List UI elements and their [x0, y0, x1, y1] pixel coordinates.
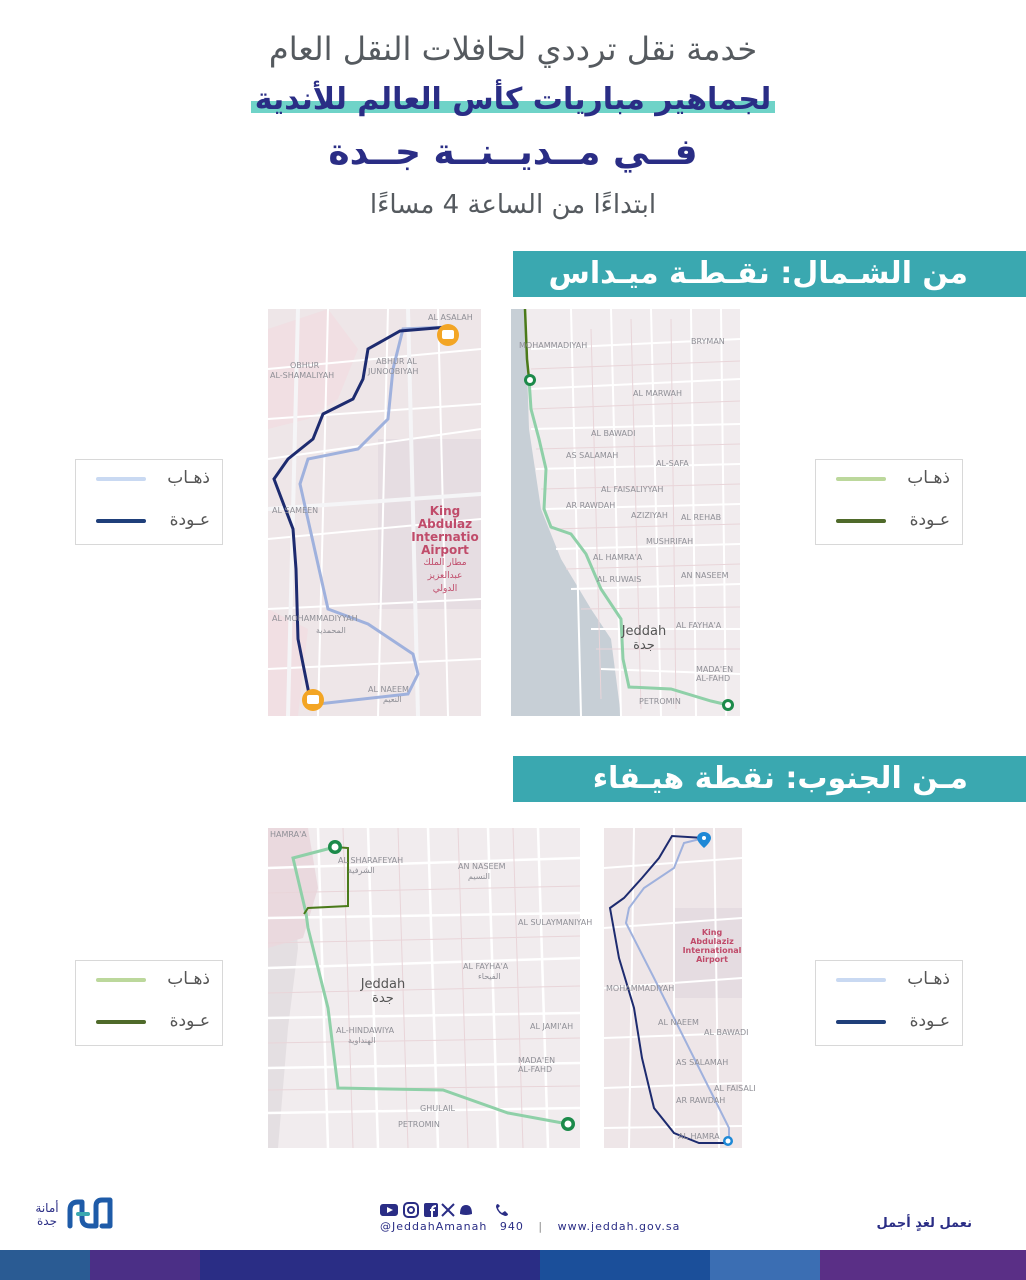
- social-icons: [380, 1202, 520, 1218]
- amanah-logo: [30, 1196, 120, 1236]
- band-segment: [200, 1250, 540, 1280]
- map-label: MUSHRIFAH: [646, 537, 694, 546]
- map-label: AL-SHAMALIYAH: [270, 371, 335, 380]
- map-label: HAMRA'A: [270, 830, 307, 839]
- map-label: AL REHAB: [681, 513, 722, 522]
- footer-handle-row: [380, 1220, 680, 1233]
- band-segment: [820, 1250, 1026, 1280]
- map-south-airport[interactable]: [604, 828, 756, 1148]
- airport-label-line: Abdulaz: [417, 517, 473, 531]
- map-label: MOHAMMADIYAH: [606, 984, 675, 993]
- phone-number[interactable]: 940: [499, 1220, 524, 1233]
- map-label: AL FAYHA'A: [676, 621, 722, 630]
- title-line-2: [0, 82, 1026, 117]
- legend-return-line: [96, 519, 146, 523]
- airport-label-line: Airport: [421, 543, 469, 557]
- section-north-title: من الشـمال: نقـطـة ميـداس: [513, 251, 1026, 297]
- legend-go-row: [76, 969, 224, 989]
- map-label: MADA'EN AL-FAHD: [696, 665, 734, 683]
- legend-north-right: [815, 459, 963, 545]
- map-label: AL BAWADI: [591, 429, 636, 438]
- airport-label-line: King: [429, 504, 461, 518]
- map-label: الهنداوية: [348, 1036, 376, 1045]
- legend-return-label: عـودة: [909, 1011, 950, 1031]
- footer-slogan: نعمل لغدٍ أجمل: [876, 1216, 972, 1231]
- airport-label-line: عبدالعزيز: [427, 571, 463, 581]
- airport-label: [682, 928, 742, 964]
- map-label: AN NASEEM: [681, 571, 729, 580]
- map-label: AL RUWAIS: [597, 575, 642, 584]
- airport-label-line: Internatio: [411, 530, 479, 544]
- airport-label-line: Airport: [696, 955, 728, 964]
- airport-label-line: Abdulaziz: [690, 937, 734, 946]
- map-label: النسيم: [468, 872, 490, 881]
- legend-return-row: [76, 510, 224, 530]
- legend-go-line: [836, 477, 886, 481]
- legend-go-label: ذهـاب: [907, 969, 950, 989]
- map-north-airport[interactable]: [268, 309, 481, 716]
- map-label: AL HAMRA: [678, 1132, 720, 1141]
- band-segment: [90, 1250, 200, 1280]
- map-label: AL NAEEM: [368, 685, 409, 694]
- legend-return-line: [96, 1020, 146, 1024]
- map-label: AR RAWDAH: [566, 501, 616, 510]
- map-label: النعيم: [383, 695, 402, 704]
- band-segment: [540, 1250, 710, 1280]
- map-south-city[interactable]: [268, 828, 593, 1148]
- map-label: الشرفية: [348, 866, 375, 875]
- map-south-city-graphics: [268, 828, 580, 1148]
- legend-go-line: [836, 978, 886, 982]
- logo-text-line: جدة: [36, 1214, 57, 1228]
- legend-return-label: عـودة: [169, 510, 210, 530]
- title-line-1: خدمة نقل ترددي لحافلات النقل العام: [268, 30, 758, 68]
- airport-label-line: الدولي: [432, 584, 458, 594]
- map-label: AL ASALAH: [428, 313, 473, 322]
- legend-go-line: [96, 477, 146, 481]
- legend-return-label: عـودة: [169, 1011, 210, 1031]
- map-label: AL MOHAMMADIYYAH: [272, 614, 358, 623]
- map-label: AL MARWAH: [633, 389, 683, 398]
- map-label: AL SULAYMANIYAH: [518, 918, 593, 927]
- bottom-color-band: [0, 1250, 1026, 1280]
- legend-north-left: [75, 459, 223, 545]
- legend-go-row: [816, 969, 964, 989]
- footer-divider: |: [538, 1220, 544, 1233]
- airport-label-line: مطار الملك: [423, 558, 467, 568]
- social-handle[interactable]: @JeddahAmanah: [380, 1220, 488, 1233]
- city-label-line: Jeddah: [621, 624, 667, 639]
- map-label: AL NAEEM: [658, 1018, 699, 1027]
- map-label: PETROMIN: [398, 1120, 440, 1129]
- city-label: [619, 625, 669, 653]
- map-label: MADA'EN AL-FAHD: [518, 1056, 556, 1074]
- map-label: AL-HINDAWIYA: [336, 1026, 395, 1035]
- map-label: AL FAISALI: [714, 1084, 756, 1093]
- airport-label-line: International: [682, 946, 742, 955]
- map-label: AL FAYHA'A: [463, 962, 509, 971]
- map-label: AS SALAMAH: [566, 451, 619, 460]
- logo-mark-icon: [66, 1196, 114, 1232]
- map-label: MOHAMMADIYAH: [519, 341, 588, 350]
- map-label: AL SAMEEN: [272, 506, 319, 515]
- map-label: JUNOOBIYAH: [368, 367, 419, 376]
- map-label: AL BAWADI: [704, 1028, 749, 1037]
- legend-go-label: ذهـاب: [167, 969, 210, 989]
- map-label: AL SHARAFEYAH: [338, 856, 404, 865]
- map-label: AL-SAFA: [656, 459, 689, 468]
- section-south-title: مـن الجنوب: نقطة هيـفاء مـول: [513, 756, 1026, 802]
- map-label: AZIZIYAH: [631, 511, 668, 520]
- map-label: الفيحاء: [478, 972, 501, 981]
- logo-text: [30, 1202, 64, 1228]
- map-north-city[interactable]: [511, 309, 740, 716]
- airport-label: [410, 505, 480, 596]
- band-segment: [710, 1250, 820, 1280]
- map-label: GHULAIL: [420, 1104, 455, 1113]
- map-label: AS SALAMAH: [676, 1058, 729, 1067]
- city-label-line: جدة: [633, 638, 655, 653]
- legend-south-left: [75, 960, 223, 1046]
- legend-return-row: [816, 510, 964, 530]
- legend-south-right: [815, 960, 963, 1046]
- legend-go-label: ذهـاب: [167, 468, 210, 488]
- map-label: BRYMAN: [691, 337, 725, 346]
- legend-return-line: [836, 1020, 886, 1024]
- title-line-4: ابتداءًا من الساعة 4 مساءًا: [369, 190, 657, 220]
- map-label: AR RAWDAH: [676, 1096, 726, 1105]
- map-label: المحمدية: [316, 626, 346, 635]
- legend-go-row: [816, 468, 964, 488]
- map-label: ABHUR AL: [376, 357, 417, 366]
- legend-go-line: [96, 978, 146, 982]
- title-line-2-text: لجماهير مباريات كأس العالم للأندية: [251, 82, 776, 117]
- band-segment: [0, 1250, 90, 1280]
- map-label: OBHUR: [290, 361, 320, 370]
- legend-return-label: عـودة: [909, 510, 950, 530]
- title-line-3: فــي مــديــنــة جــدة: [328, 132, 698, 173]
- website-link[interactable]: www.jeddah.gov.sa: [557, 1220, 681, 1233]
- airport-label-line: King: [701, 928, 723, 937]
- legend-go-label: ذهـاب: [907, 468, 950, 488]
- city-label-line: Jeddah: [360, 977, 406, 992]
- map-label: AN NASEEM: [458, 862, 506, 871]
- legend-go-row: [76, 468, 224, 488]
- map-label: AL HAMRA'A: [593, 553, 643, 562]
- city-label: [358, 978, 408, 1006]
- map-label: AL JAMI'AH: [530, 1022, 574, 1031]
- city-label-line: جدة: [372, 991, 394, 1006]
- legend-return-line: [836, 519, 886, 523]
- map-label: PETROMIN: [639, 697, 681, 706]
- legend-return-row: [816, 1011, 964, 1031]
- logo-text-line: أمانة: [35, 1201, 59, 1215]
- map-label: AL FAISALIYYAH: [601, 485, 664, 494]
- legend-return-row: [76, 1011, 224, 1031]
